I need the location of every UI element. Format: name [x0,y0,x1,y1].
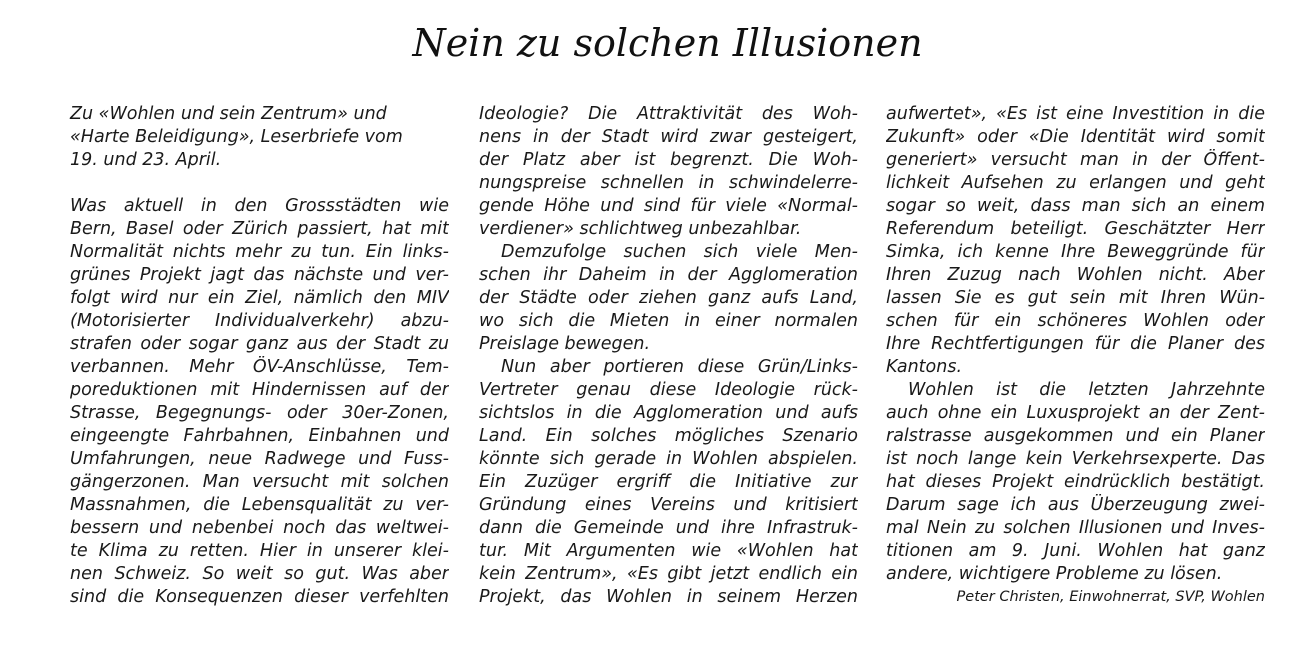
text-line: nungspreise schnellen in schwindelerre- [479,173,858,193]
text-line: generiert» versucht man in der Öffent- [886,150,1265,170]
text-line: schen für ein schöneres Wohlen oder [886,311,1265,331]
text-line: Nun aber portieren diese Grün/Links- [501,357,858,377]
text-line: nens in der Stadt wird zwar gesteigert, [479,127,858,147]
text-line: kein Zentrum», «Es gibt jetzt endlich ein [479,564,858,584]
text-line: hat dieses Projekt eindrücklich bestätigt. [886,472,1265,492]
text-line: Umfahrungen, neue Radwege und Fuss- [70,449,449,469]
text-line: Was aktuell in den Grossstädten wie [70,196,449,216]
paragraph-gap [70,172,449,195]
text-line: poreduktionen mit Hindernissen auf der [70,380,449,400]
text-line: Land. Ein solches mögliches Szenario [479,426,858,446]
text-line: Bern, Basel oder Zürich passiert, hat mit [70,219,449,239]
text-line: aufwertet», «Es ist eine Investition in die [886,104,1265,124]
text-line: der Platz aber ist begrenzt. Die Woh- [479,150,858,170]
text-line: Ihre Rechtfertigungen für die Planer des [886,334,1265,354]
text-line: dann die Gemeinde und ihre Infrastruk- [479,518,858,538]
text-line: strafen oder sogar ganz aus der Stadt zu [70,334,449,354]
text-line: Kantons. [886,357,963,377]
text-line: Vertreter genau diese Ideologie rück- [479,380,858,400]
text-line: sichtslos in die Agglomeration und aufs [479,403,858,423]
text-line: sogar so weit, dass man sich an einem [886,196,1265,216]
text-line: verbannen. Mehr ÖV-Anschlüsse, Tem- [70,357,449,377]
text-line: könnte sich gerade in Wohlen abspielen. [479,449,858,469]
text-line: grünes Projekt jagt das nächste und ver- [70,265,449,285]
author-signature: Peter Christen, Einwohnerrat, SVP, Wohlen [956,589,1265,605]
text-line: Darum sage ich aus Überzeugung zwei- [886,495,1265,515]
text-line: Ein Zuzüger ergriff die Initiative zur [479,472,858,492]
text-line: Ideologie? Die Attraktivität des Woh- [479,104,858,124]
text-line: gängerzonen. Man versucht mit solchen [70,472,449,492]
text-line: andere, wichtigere Probleme zu lösen. [886,564,1223,584]
text-line: ralstrasse ausgekommen und ein Planer [886,426,1265,446]
text-line: Zu «Wohlen und sein Zentrum» und [70,104,387,124]
text-line: Projekt, das Wohlen in seinem Herzen [479,587,858,607]
text-line: auch ohne ein Luxusprojekt an der Zent- [886,403,1265,423]
text-line: ist noch lange kein Verkehrsexperte. Das [886,449,1265,469]
text-line: Ihren Zuzug nach Wohlen nicht. Aber [886,265,1265,285]
article-column-3 [886,103,1265,609]
text-line: lassen Sie es gut sein mit Ihren Wün- [886,288,1265,308]
text-line: folgt wird nur ein Ziel, nämlich den MIV [70,288,449,308]
text-line: der Städte oder ziehen ganz aufs Land, [479,288,858,308]
text-line: (Motorisierter Individualverkehr) abzu- [70,311,449,331]
article-title: Nein zu solchen Illusionen [412,21,923,65]
text-line: verdiener» schlichtweg unbezahlbar. [479,219,802,239]
text-line: Strasse, Begegnungs- oder 30er-Zonen, [70,403,449,423]
text-line: nen Schweiz. So weit so gut. Was aber [70,564,449,584]
text-line: sind die Konsequenzen dieser verfehlten [70,587,449,607]
text-line: «Harte Beleidigung», Leserbriefe vom [70,127,403,147]
text-line: titionen am 9. Juni. Wohlen hat ganz [886,541,1265,561]
text-line: eingeengte Fahrbahnen, Einbahnen und [70,426,449,446]
text-line: wo sich die Mieten in einer normalen [479,311,858,331]
text-line: Preislage bewegen. [479,334,651,354]
article-column-2 [479,103,858,609]
text-line: Massnahmen, die Lebensqualität zu ver- [70,495,449,515]
text-line: Demzufolge suchen sich viele Men- [501,242,858,262]
text-line: tur. Mit Argumenten wie «Wohlen hat [479,541,858,561]
text-line: schen ihr Daheim in der Agglomeration [479,265,858,285]
text-line: bessern und nebenbei noch das weltwei- [70,518,449,538]
text-line: Simka, ich kenne Ihre Beweggründe für [886,242,1265,262]
text-line: mal Nein zu solchen Illusionen und Inves- [886,518,1265,538]
text-line: Referendum beteiligt. Geschätzter Herr [886,219,1265,239]
text-line: te Klima zu retten. Hier in unserer klei- [70,541,449,561]
text-line: Normalität nichts mehr zu tun. Ein links- [70,242,449,262]
text-line: 19. und 23. April. [70,150,222,170]
text-line: Wohlen ist die letzten Jahrzehnte [908,380,1265,400]
text-line: Gründung eines Vereins und kritisiert [479,495,858,515]
text-line: gende Höhe und sind für viele «Normal- [479,196,858,216]
article-column-1 [70,103,449,609]
text-line: Zukunft» oder «Die Identität wird somit [886,127,1265,147]
text-line: lichkeit Aufsehen zu erlangen und geht [886,173,1265,193]
